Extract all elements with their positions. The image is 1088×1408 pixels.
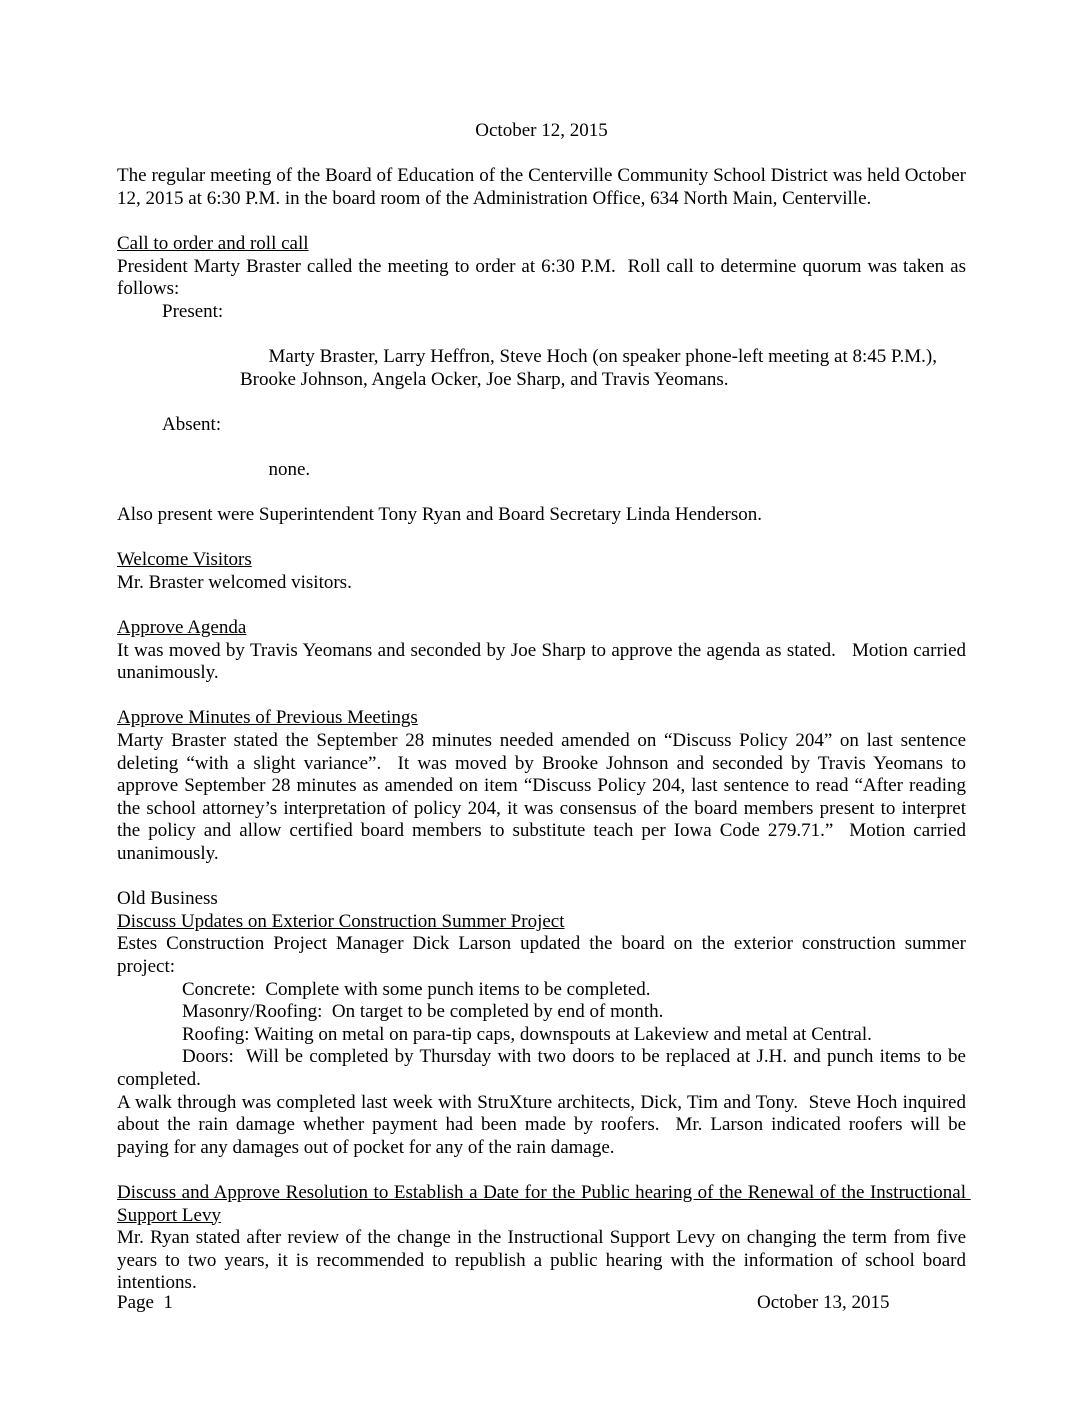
- footer-date: October 13, 2015: [757, 1292, 890, 1313]
- spacer: [117, 1159, 966, 1182]
- construction-item-masonry-roofing: Masonry/Roofing: On target to be completed by end of month.: [182, 1001, 664, 1023]
- spacer: [117, 143, 966, 166]
- roll-call-absent-label: Absent:: [162, 413, 222, 435]
- section-heading-approve-agenda: Approve Agenda: [117, 617, 247, 639]
- roll-call-present-row: [117, 301, 966, 414]
- levy-paragraph: Mr. Ryan stated after review of the change in the Instructional Support Levy on changing the term from five years to two years, it is recommended to republish a public hearing with the information of school board intentions.: [117, 1227, 971, 1294]
- spacer: [117, 210, 966, 233]
- walk-through-paragraph: A walk through was completed last week with StruXture architects, Dick, Tim and Tony. Steve Hoch inquired about the rain damage whether payment had been made by roofers. Mr. Larson indicated roofers will be paying for any damages out of pocket for any of the rain damage.: [117, 1091, 971, 1158]
- section-heading-construction-updates: Discuss Updates on Exterior Construction Summer Project: [117, 910, 565, 932]
- approve-minutes-paragraph: Marty Braster stated the September 28 minutes needed amended on “Discuss Policy 204” on last sentence deleting “with a slight variance”. It was moved by Brooke Johnson and seconded by Travis Yeomans to approve September 28 minutes as amended on item “Discuss Policy 204, last sentence to read “After reading the school attorney’s interpretation of policy 204, it was consensus of the board members present to interpret the policy and allow certified board members to substitute teach per Iowa Code 279.71.” Motion carried unanimously.: [117, 730, 971, 864]
- section-call-to-order: [117, 232, 971, 527]
- construction-item-doors: Doors: Will be completed by Thursday with two doors to be replaced at J.H. and punch items to be completed.: [117, 1046, 971, 1090]
- approve-agenda-paragraph: It was moved by Travis Yeomans and seconded by Joe Sharp to approve the agenda as stated. Motion carried unanimously.: [117, 639, 971, 684]
- call-to-order-paragraph: President Marty Braster called the meeting to order at 6:30 P.M. Roll call to determine quorum was taken as follows:: [117, 255, 971, 300]
- section-instructional-support-levy: [117, 1181, 971, 1295]
- old-business-label: Old Business: [117, 888, 218, 910]
- section-approve-minutes: [117, 707, 971, 865]
- spacer: [117, 594, 966, 617]
- construction-item-roofing: Roofing: Waiting on metal on para-tip caps, downspouts at Lakeview and metal at Central.: [182, 1023, 872, 1045]
- section-approve-agenda: [117, 617, 971, 685]
- roll-call-present-label: Present:: [162, 300, 224, 322]
- roll-call-absent-row: [117, 414, 966, 504]
- section-welcome-visitors: [117, 549, 966, 594]
- spacer: [117, 866, 966, 889]
- document-date-heading: October 12, 2015: [475, 120, 608, 141]
- section-heading-levy-resolution: Discuss and Approve Resolution to Establish a Date for the Public hearing of the Renewal of the Instructional Support Levy: [117, 1181, 971, 1226]
- section-old-business: [117, 888, 971, 1159]
- intro-paragraph: The regular meeting of the Board of Education of the Centerville Community School District was held October 12, 2015 at 6:30 P.M. in the board room of the Administration Office, 634 North Main, Centerville.: [117, 165, 971, 209]
- roll-call-absent-names: none.: [268, 458, 311, 480]
- construction-intro-paragraph: Estes Construction Project Manager Dick Larson updated the board on the exterior construction summer project:: [117, 933, 971, 977]
- footer-page-number: Page 1: [117, 1292, 173, 1313]
- spacer: [117, 685, 966, 708]
- section-heading-welcome-visitors: Welcome Visitors: [117, 549, 252, 571]
- also-present-paragraph: Also present were Superintendent Tony Ryan and Board Secretary Linda Henderson.: [117, 504, 762, 526]
- section-heading-call-to-order: Call to order and roll call: [117, 232, 309, 254]
- section-heading-approve-minutes: Approve Minutes of Previous Meetings: [117, 707, 418, 729]
- welcome-visitors-paragraph: Mr. Braster welcomed visitors.: [117, 571, 352, 593]
- construction-item-concrete: Concrete: Complete with some punch items to be completed.: [182, 978, 651, 1000]
- spacer: [117, 527, 966, 550]
- roll-call-present-names: Marty Braster, Larry Heffron, Steve Hoch (on speaker phone-left meeting at 8:45 P.M.), Brooke Johnson, Angela Ocker, Joe Sharp, and Travis Yeomans.: [240, 345, 942, 390]
